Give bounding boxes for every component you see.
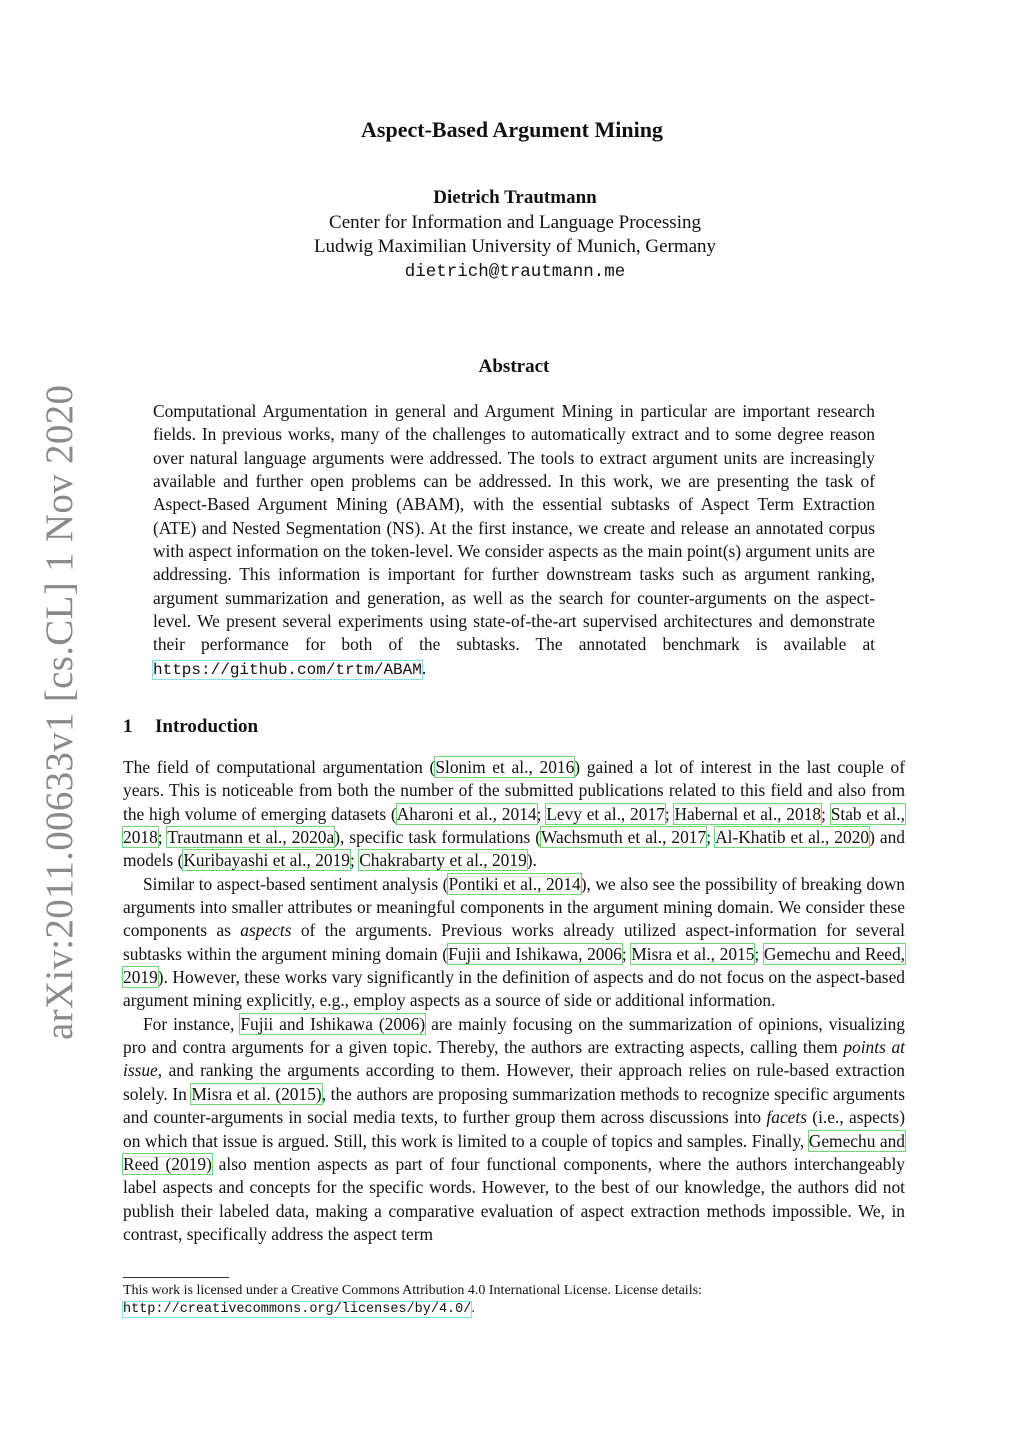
citation-link[interactable]: Misra et al., 2015: [631, 943, 755, 964]
citation-link[interactable]: Fujii and Ishikawa, 2006: [448, 943, 622, 964]
intro-paragraph-2: Similar to aspect-based sentiment analysis (Pontiki et al., 2014), we also see the possibility of breaking down arguments into smaller attributes or meaningful components in the argument mining domain. We consider these components as aspects of the arguments. Previous works already utilized aspect-information for several subtasks within the argument mining domain (Fujii and Ishikawa, 2006; Misra et al., 2015; Gemechu and Reed, 2019). However, these works vary significantly in the definition of aspects and do not focus on the aspect-based argument mining explicitly, e.g., employ aspects as a source of side or additional information.: [123, 873, 906, 1011]
footnote-divider: [123, 1277, 229, 1278]
abstract-text: Computational Argumentation in general and Argument Mining in particular are important research fields. In previous works, many of the challenges to automatically extract and to some degree reason over natural language arguments were addressed. The tools to extract argument units are increasingly available and further open problems can be addressed. In this work, we are presenting the task of Aspect-Based Argument Mining (ABAM), with the essential subtasks of Aspect Term Extraction (ATE) and Nested Segmentation (NS). At the first instance, we create and release an annotated corpus with aspect information on the token-level. We consider aspects as the main point(s) argument units are addressing. This information is important for further downstream tasks such as argument ranking, argument summarization and generation, as well as the search for counter-arguments on the aspect-level. We present several experiments using state-of-the-art supervised architectures and demonstrate their performance for both of the subtasks. The annotated benchmark is available at: [153, 401, 875, 655]
intro-paragraph-3: For instance, Fujii and Ishikawa (2006) are mainly focusing on the summarization of opinions, visualizing pro and contra arguments for a given topic. Thereby, the authors are extracting aspects, calling them points at issue, and ranking the arguments according to them. However, their approach relies on rule-based extraction solely. In Misra et al. (2015), the authors are proposing summarization methods to recognize specific arguments and counter-arguments in social media texts, to further group them across discussions into facets (i.e., aspects) on which that issue is argued. Still, this work is limited to a couple of topics and samples. Finally, Gemechu and Reed (2019) also mention aspects as part of four functional components, where the authors interchangeably label aspects and concepts for the specific words. However, to the best of our knowledge, the authors did not publish their labeled data, making a comparative evaluation of aspect extraction methods impossible. We, in contrast, specifically address the aspect term: [123, 1013, 906, 1244]
abstract-paragraph: Computational Argumentation in general and Argument Mining in particular are important research fields. In previous works, many of the challenges to automatically extract and to some degree reason over natural language arguments were addressed. The tools to extract argument units are increasingly available and further open problems can be addressed. In this work, we are presenting the task of Aspect-Based Argument Mining (ABAM), with the essential subtasks of Aspect Term Extraction (ATE) and Nested Segmentation (NS). At the first instance, we create and release an annotated corpus with aspect information on the token-level. We consider aspects as the main point(s) argument units are addressing. This information is important for further downstream tasks such as argument ranking, argument summarization and generation, as well as the search for counter-arguments on the aspect-level. We present several experiments using state-of-the-art supervised architectures and demonstrate their performance for both of the subtasks. The annotated benchmark is available at https://github.com/trtm/ABAM.: [153, 401, 875, 679]
citation-link[interactable]: Kuribayashi et al., 2019: [183, 850, 350, 871]
citation-link[interactable]: Trautmann et al., 2020a: [167, 827, 335, 848]
introduction-body: [123, 756, 905, 1246]
citation-link[interactable]: Fujii and Ishikawa (2006): [240, 1013, 426, 1034]
citation-link[interactable]: Gemechu and Reed, 2019: [123, 943, 906, 988]
citation-link[interactable]: Misra et al. (2015): [191, 1083, 322, 1104]
citation-link[interactable]: Pontiki et al., 2014: [448, 873, 581, 894]
benchmark-link[interactable]: https://github.com/trtm/ABAM: [153, 660, 422, 679]
citation-link[interactable]: Al-Khatib et al., 2020: [715, 827, 870, 848]
author-name: Dietrich Trautmann: [433, 187, 597, 208]
arxiv-identifier-sidebar: arXiv:2011.00633v1 [cs.CL] 1 Nov 2020: [38, 384, 81, 1040]
author-affiliation-1: Center for Information and Language Processing: [329, 211, 701, 233]
citation-link[interactable]: Habernal et al., 2018: [674, 803, 822, 824]
citation-link[interactable]: Slonim et al., 2016: [435, 757, 575, 777]
license-link[interactable]: http://creativecommons.org/licenses/by/4.0/: [123, 1302, 472, 1317]
citation-link[interactable]: Stab et al., 2018: [123, 803, 905, 848]
section-heading-introduction: [123, 716, 258, 738]
license-footnote: This work is licensed under a Creative Commons Attribution 4.0 International License. License details: http://creativecommons.org/licenses/by/4.0/.: [123, 1283, 702, 1317]
section-title: Introduction: [155, 716, 259, 737]
abstract-body: [153, 400, 875, 682]
abstract-heading: Abstract: [478, 356, 550, 377]
paper-title: Aspect-Based Argument Mining: [361, 117, 663, 142]
citation-link[interactable]: Wachsmuth et al., 2017: [541, 827, 707, 848]
section-number: 1: [123, 716, 133, 737]
author-affiliation-2: Ludwig Maximilian University of Munich, Germany: [313, 236, 717, 257]
citation-link[interactable]: Aharoni et al., 2014: [396, 803, 537, 824]
citation-link[interactable]: Chakrabarty et al., 2019: [359, 850, 527, 871]
author-block: [0, 186, 1024, 284]
citation-link[interactable]: Gemechu and Reed (2019): [123, 1130, 906, 1174]
intro-paragraph-1: The field of computational argumentation (Slonim et al., 2016) gained a lot of interest in the last couple of years. This is noticeable from both the number of the submitted publications related to this field and also from the high volume of emerging datasets (Aharoni et al., 2014; Levy et al., 2017; Habernal et al., 2018; Stab et al., 2018; Trautmann et al., 2020a), specific task formulations (Wachsmuth et al., 2017; Al-Khatib et al., 2020) and models (Kuribayashi et al., 2019; Chakrabarty et al., 2019).: [123, 757, 906, 871]
footnote-text: This work is licensed under a Creative Commons Attribution 4.0 International License. License details:: [123, 1283, 702, 1298]
citation-link[interactable]: Levy et al., 2017: [546, 803, 665, 824]
author-email[interactable]: dietrich@trautmann.me: [404, 261, 626, 282]
